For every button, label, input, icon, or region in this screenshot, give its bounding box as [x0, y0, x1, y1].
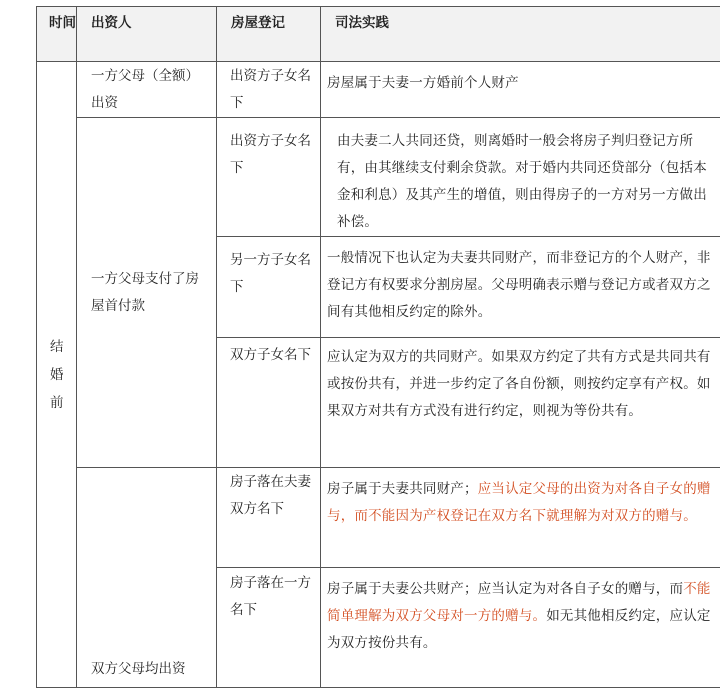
registration-cell: 出资方子女名下: [217, 62, 321, 118]
table-header-row: [37, 7, 720, 62]
practice-cell: [321, 568, 720, 688]
header-practice: 司法实践: [321, 7, 720, 62]
practice-cell: 应认定为双方的共同财产。如果双方约定了共有方式是共同共有或按份共有，并进一步约定了各自份额，则按约定享有产权。如果双方对共有方式没有进行约定，则视为等份共有。: [321, 338, 720, 468]
practice-cell: 房屋属于夫妻一方婚前个人财产: [321, 62, 720, 118]
header-funder: 出资人: [77, 7, 217, 62]
header-time-text: 时间: [49, 10, 76, 37]
practice-cell: 一般情况下也认定为夫妻共同财产，而非登记方的个人财产，非登记方有权要求分割房屋。父母明确表示赠与登记方或者双方之间有其他相反约定的除外。: [321, 237, 720, 338]
table-row: [37, 62, 720, 118]
time-cell-before-marriage: [37, 62, 77, 688]
table-row: [37, 118, 720, 237]
practice-text: 房子属于夫妻共同财产；: [327, 481, 478, 497]
property-ownership-table: [36, 6, 720, 688]
registration-cell: 双方子女名下: [217, 338, 321, 468]
registration-cell: 房子落在一方名下: [217, 568, 321, 688]
practice-cell: 由夫妻二人共同还贷，则离婚时一般会将房子判归登记方所有，由其继续支付剩余贷款。对于婚内共同还贷部分（包括本金和利息）及其产生的增值，则由得房子的一方对另一方做出补偿。: [321, 118, 720, 237]
practice-highlight-text: 不能简单理解为双方父母对一方的赠与。: [327, 581, 711, 624]
practice-cell: [321, 468, 720, 568]
funder-cell: 一方父母（全额）出资: [77, 62, 217, 118]
funder-cell: 双方父母均出资: [77, 468, 217, 688]
comparison-table-container: [36, 6, 720, 673]
header-time: [37, 7, 77, 62]
registration-cell: 房子落在夫妻双方名下: [217, 468, 321, 568]
table-row: [37, 468, 720, 568]
registration-cell: 出资方子女名下: [217, 118, 321, 237]
time-char: 前: [50, 389, 76, 417]
funder-cell: 一方父母支付了房屋首付款: [77, 118, 217, 468]
practice-highlight-text: 应当认定父母的出资为对各自子女的赠与，而不能因为产权登记在双方名下就理解为对双方的赠与。: [327, 481, 711, 524]
header-registration: 房屋登记: [217, 7, 321, 62]
practice-text: 如无其他相反约定，应认定为双方按份共有。: [327, 608, 711, 651]
time-char: 结: [50, 333, 76, 361]
practice-text: 房子属于夫妻公共财产；应当认定为对各自子女的赠与，而: [327, 581, 683, 597]
registration-cell: 另一方子女名下: [217, 237, 321, 338]
time-char: 婚: [50, 361, 76, 389]
